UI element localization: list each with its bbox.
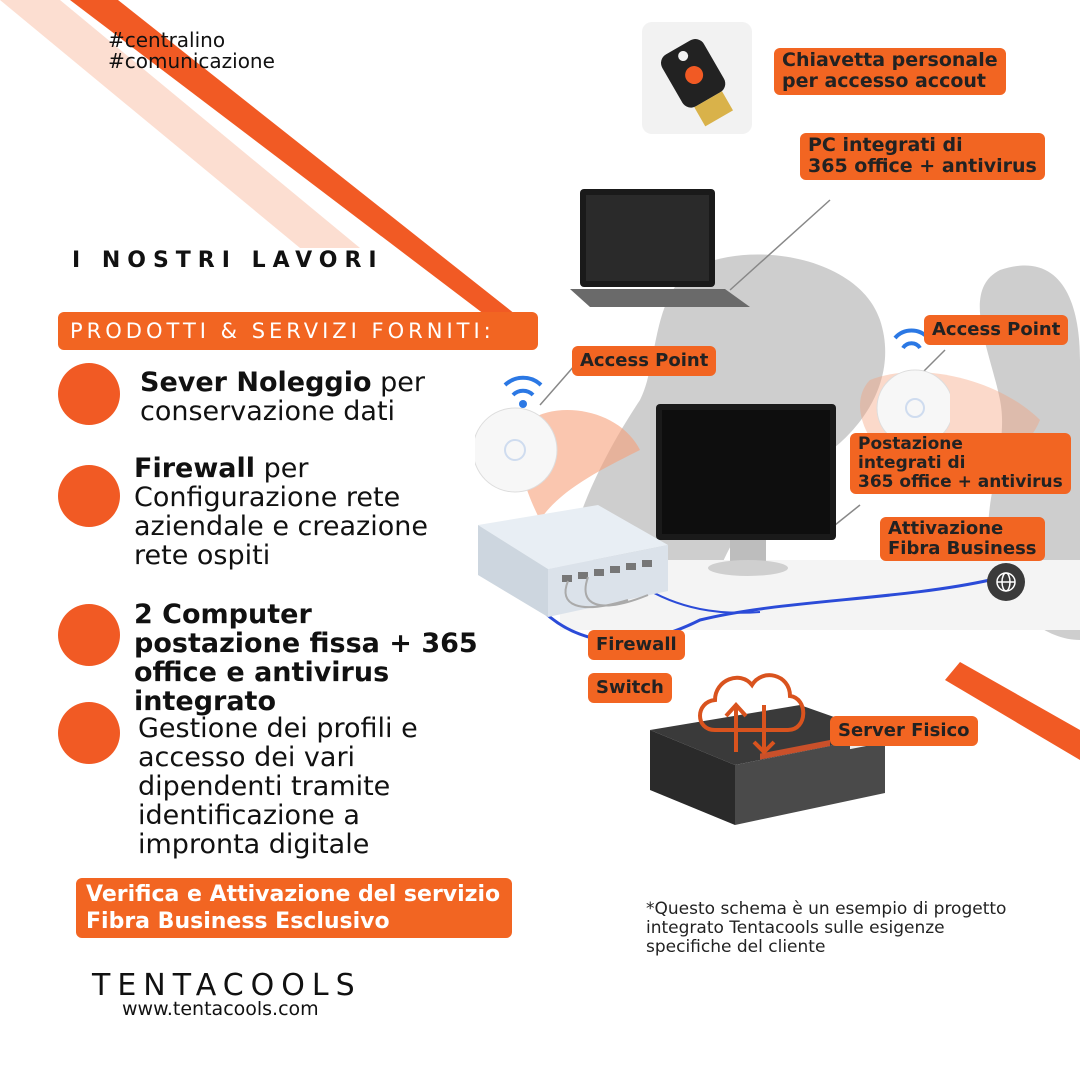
label-switch: Switch (588, 673, 672, 703)
label-line: integrati di (858, 453, 966, 474)
service-text: Gestione dei profili e accesso dei vari dipendenti tramite identificazione a impronta digitale (138, 713, 418, 860)
service-bold: Firewall (134, 453, 255, 484)
label-access-point-right: Access Point (924, 315, 1068, 345)
bullet-dot (58, 363, 120, 425)
label-usb-key (774, 48, 1006, 95)
label-line: per accesso accout (782, 70, 986, 93)
fiber-cta (76, 878, 512, 938)
service-item-computer (134, 600, 484, 716)
label-line: Chiavetta personale (782, 49, 998, 71)
bullet-dot (58, 604, 120, 666)
label-pc (800, 133, 1045, 180)
brand-logo: TENTACOOLS (92, 968, 362, 1003)
globe-icon (986, 562, 1026, 602)
label-line: Attivazione (888, 518, 1004, 539)
website-url: www.tentacools.com (122, 998, 319, 1020)
cloud-sync-icon (690, 660, 810, 760)
switch-icon (478, 505, 668, 625)
label-server: Server Fisico (830, 716, 978, 746)
monitor-icon (650, 400, 850, 580)
service-text: per Configurazione rete aziendale e creazione rete ospiti (134, 453, 428, 571)
service-bold: 2 Computer postazione fissa + 365 office e antivirus integrato (134, 599, 478, 717)
label-fiber (880, 517, 1045, 561)
label-workstation (850, 433, 1071, 494)
services-banner: PRODOTTI & SERVIZI FORNITI: (58, 312, 538, 350)
label-access-point-left: Access Point (572, 346, 716, 376)
hashtags (108, 30, 275, 72)
label-line: PC integrati di (808, 134, 963, 156)
bullet-dot (58, 702, 120, 764)
bullet-dot (58, 465, 120, 527)
footnote: *Questo schema è un esempio di progetto integrato Tentacools sulle esigenze specifiche del cliente (646, 899, 1007, 957)
service-item-firewall (134, 454, 474, 570)
service-item-server (140, 368, 470, 426)
label-firewall: Firewall (588, 630, 685, 660)
service-text: per conservazione dati (140, 367, 425, 427)
service-bold: Sever Noleggio (140, 367, 372, 398)
label-line: Postazione (858, 434, 963, 454)
laptop-icon (570, 185, 770, 325)
usb-key-icon (642, 22, 752, 134)
label-line: 365 office + antivirus (808, 155, 1037, 178)
label-line: Fibra Business (888, 538, 1037, 560)
hashtag-centralino: #centralino (108, 28, 226, 52)
access-point-left (475, 355, 565, 495)
label-line: 365 office + antivirus (858, 472, 1063, 493)
service-item-profiles (138, 714, 468, 859)
cta-line2: Fibra Business Esclusivo (86, 909, 390, 934)
cta-line1: Verifica e Attivazione del servizio (86, 882, 501, 907)
section-title: I NOSTRI LAVORI (72, 248, 384, 273)
hashtag-comunicazione: #comunicazione (108, 49, 275, 73)
